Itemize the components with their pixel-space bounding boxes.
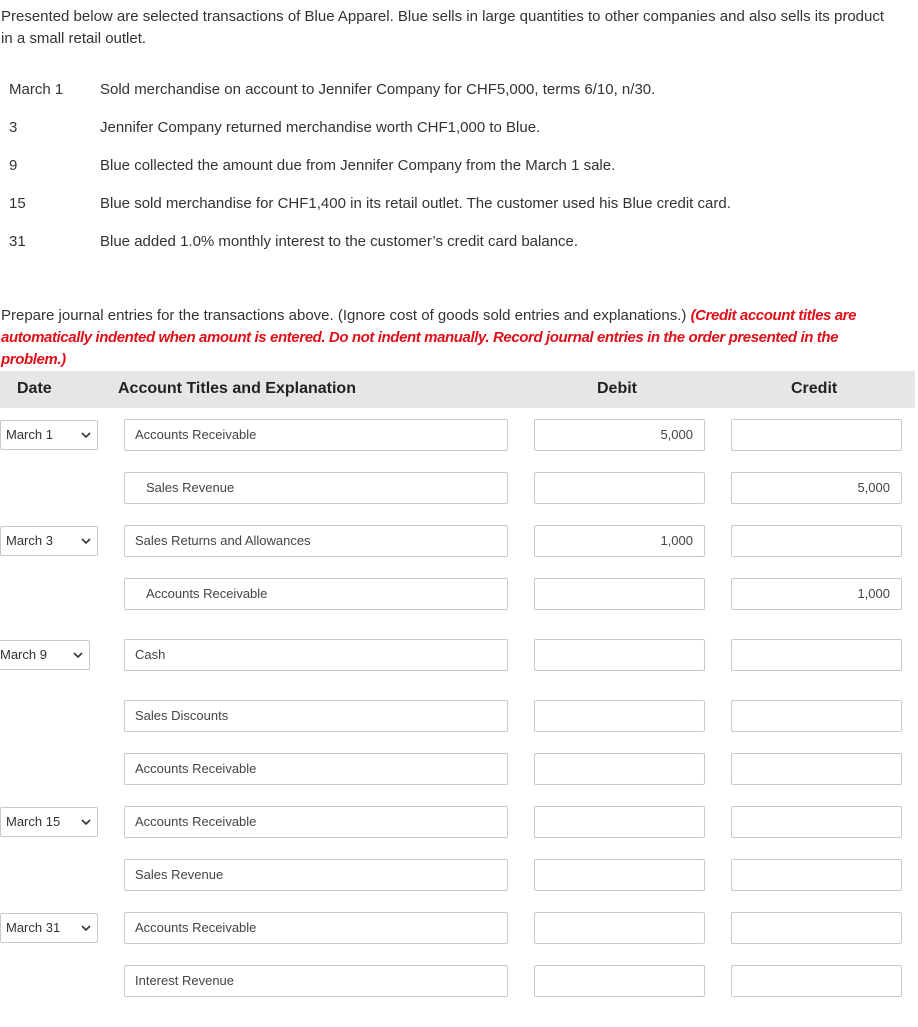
credit-input[interactable]: 5,000 <box>731 472 902 504</box>
date-select[interactable] <box>0 420 98 450</box>
chevron-down-icon <box>81 818 91 826</box>
debit-input[interactable] <box>534 578 705 610</box>
date-select[interactable] <box>0 913 98 943</box>
credit-input[interactable] <box>731 525 902 557</box>
credit-input[interactable] <box>731 965 902 997</box>
problem-intro: Presented below are selected transactions of Blue Apparel. Blue sells in large quantities to other companies and also sells its product in a small retail outlet. <box>1 8 885 47</box>
debit-input[interactable]: 1,000 <box>534 525 705 557</box>
date-select[interactable] <box>0 640 90 670</box>
header-credit: Credit <box>791 380 838 397</box>
debit-input[interactable] <box>534 472 705 504</box>
transaction-description: Sold merchandise on account to Jennifer Company for CHF5,000, terms 6/10, n/30. <box>100 81 656 98</box>
header-account: Account Titles and Explanation <box>118 380 356 397</box>
date-select-value: March 1 <box>6 427 53 442</box>
credit-input[interactable] <box>731 639 902 671</box>
transaction-description: Blue sold merchandise for CHF1,400 in its retail outlet. The customer used his Blue credit card. <box>100 195 731 212</box>
credit-input[interactable] <box>731 700 902 732</box>
debit-input[interactable] <box>534 639 705 671</box>
chevron-down-icon <box>81 924 91 932</box>
date-select-value: March 9 <box>0 647 47 662</box>
transaction-date: 31 <box>9 233 26 250</box>
chevron-down-icon <box>81 431 91 439</box>
debit-input[interactable] <box>534 912 705 944</box>
transaction-date: 9 <box>9 157 18 174</box>
header-date: Date <box>17 380 52 397</box>
account-title-input[interactable]: Sales Revenue <box>124 859 508 891</box>
debit-input[interactable] <box>534 753 705 785</box>
transaction-description: Jennifer Company returned merchandise worth CHF1,000 to Blue. <box>100 119 541 136</box>
credit-input[interactable] <box>731 859 902 891</box>
debit-input[interactable] <box>534 806 705 838</box>
credit-input[interactable] <box>731 806 902 838</box>
account-title-input[interactable]: Accounts Receivable <box>124 806 508 838</box>
instructions-text: Prepare journal entries for the transactions above. (Ignore cost of goods sold entries and explanations.) <box>1 307 691 324</box>
transaction-date: 3 <box>9 119 18 136</box>
transaction-date: 15 <box>9 195 26 212</box>
transaction-date: March 1 <box>9 81 64 98</box>
debit-input[interactable]: 5,000 <box>534 419 705 451</box>
debit-input[interactable] <box>534 700 705 732</box>
instructions-note: (Credit account titles are automatically indented when amount is entered. Do not indent manually. Record journal entries in the order presented in the problem.) <box>1 307 857 368</box>
transaction-description: Blue collected the amount due from Jennifer Company from the March 1 sale. <box>100 157 616 174</box>
chevron-down-icon <box>73 651 83 659</box>
instructions <box>1 305 901 371</box>
account-title-input[interactable]: Interest Revenue <box>124 965 508 997</box>
credit-input[interactable]: 1,000 <box>731 578 902 610</box>
date-select[interactable] <box>0 526 98 556</box>
date-select-value: March 31 <box>6 920 61 935</box>
date-select[interactable] <box>0 807 98 837</box>
account-title-input[interactable]: Accounts Receivable <box>124 912 508 944</box>
date-select-value: March 15 <box>6 814 61 829</box>
account-title-input[interactable]: Sales Returns and Allowances <box>124 525 508 557</box>
chevron-down-icon <box>81 537 91 545</box>
credit-input[interactable] <box>731 419 902 451</box>
account-title-input[interactable]: Accounts Receivable <box>124 753 508 785</box>
debit-input[interactable] <box>534 965 705 997</box>
account-title-input[interactable]: Cash <box>124 639 508 671</box>
debit-input[interactable] <box>534 859 705 891</box>
header-debit: Debit <box>597 380 637 397</box>
journal-table-header <box>0 371 915 408</box>
date-select-value: March 3 <box>6 533 53 548</box>
transaction-description: Blue added 1.0% monthly interest to the customer’s credit card balance. <box>100 233 579 250</box>
account-title-input[interactable]: Sales Discounts <box>124 700 508 732</box>
account-title-input[interactable]: Sales Revenue <box>124 472 508 504</box>
account-title-input[interactable]: Accounts Receivable <box>124 419 508 451</box>
account-title-input[interactable]: Accounts Receivable <box>124 578 508 610</box>
credit-input[interactable] <box>731 753 902 785</box>
credit-input[interactable] <box>731 912 902 944</box>
